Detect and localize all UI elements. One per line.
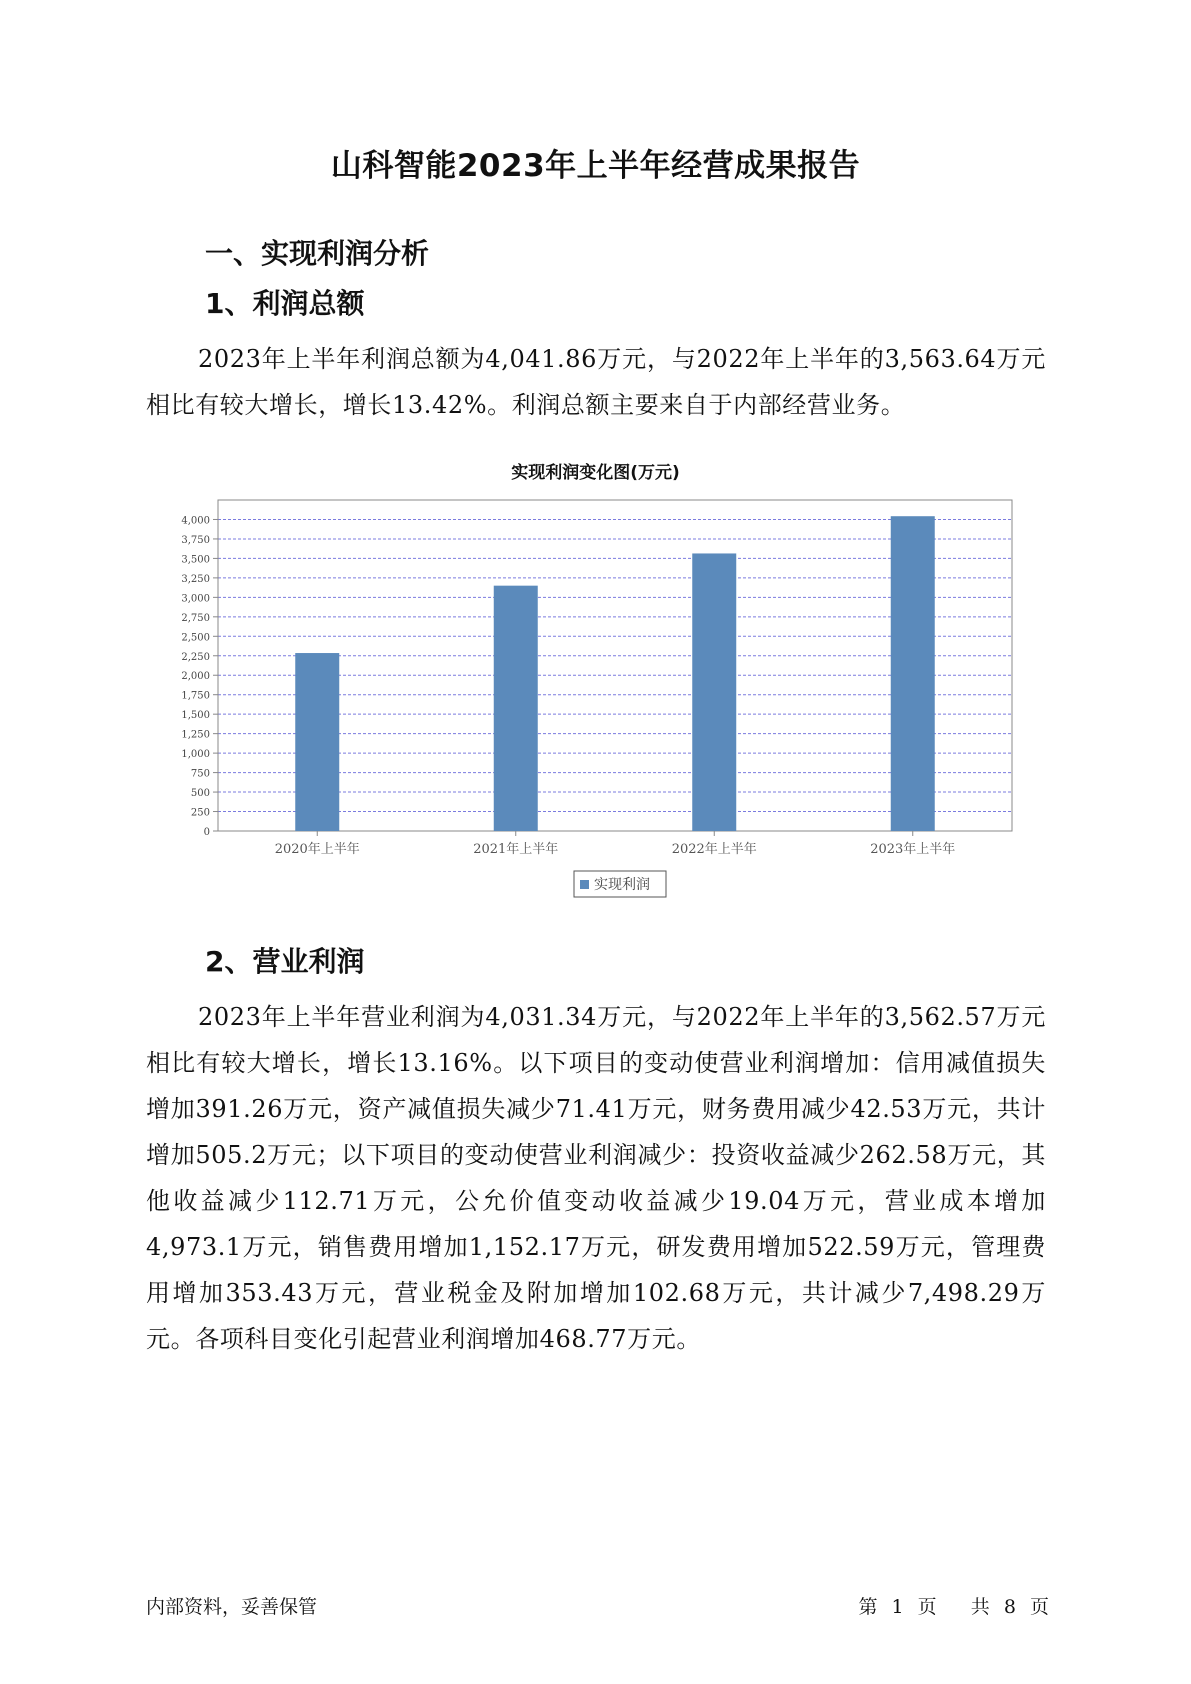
total-profit-paragraph: 2023年上半年利润总额为4,041.86万元，与2022年上半年的3,563.64万元相比有较大增长，增长13.42%。利润总额主要来自于内部经营业务。: [146, 345, 1046, 419]
total-prefix: 共: [970, 1596, 990, 1618]
x-tick-label: 2022年上半年: [671, 842, 757, 857]
page-indicator: [856, 1592, 1051, 1619]
chart-title: 实现利润变化图(万元): [511, 463, 680, 483]
x-tick-label: 2023年上半年: [870, 842, 956, 857]
y-tick-label: 1,000: [181, 749, 210, 761]
y-tick-label: 3,000: [181, 593, 210, 605]
page-unit: 页: [917, 1596, 937, 1618]
bar: [692, 553, 736, 831]
y-tick-label: 2,750: [181, 612, 210, 624]
y-tick-label: 2,500: [181, 632, 210, 644]
y-tick-label: 1,750: [181, 690, 210, 702]
legend-swatch: [580, 880, 589, 889]
y-tick-label: 3,500: [181, 554, 210, 566]
total-pages: 8: [1003, 1596, 1016, 1618]
bar: [295, 653, 339, 831]
y-tick-label: 2,250: [181, 651, 210, 663]
y-tick-label: 1,500: [181, 710, 210, 722]
profit-bar-chart: [140, 490, 1040, 910]
operating-profit-paragraph: 2023年上半年营业利润为4,031.34万元，与2022年上半年的3,562.57万元相比有较大增长，增长13.16%。以下项目的变动使营业利润增加：信用减值损失增加391.26万元，资产减值损失减少71.41万元，财务费用减少42.53万元，共计增加505.2万元；以下项目的变动使营业利润减少：投资收益减少262.58万元，其他收益减少112.71万元，公允价值变动收益减少19.04万元，营业成本增加4,973.1万元，销售费用增加1,152.17万元，研发费用增加522.59万元，管理费用增加353.43万元，营业税金及附加增加102.68万元，共计减少7,498.29万元。各项科目变化引起营业利润增加468.77万元。: [146, 1003, 1046, 1353]
y-tick-label: 500: [190, 788, 210, 800]
page-prefix: 第: [858, 1596, 878, 1618]
bar: [494, 586, 538, 831]
y-tick-label: 0: [203, 827, 210, 838]
y-tick-label: 2,000: [181, 671, 210, 683]
report-title: 山科智能2023年上半年经营成果报告: [330, 148, 861, 184]
x-tick-label: 2021年上半年: [473, 842, 559, 857]
page-number: 1: [891, 1596, 904, 1618]
bar: [891, 516, 935, 831]
y-tick-label: 750: [190, 768, 210, 780]
subsection-heading-operating-profit: 2、营业利润: [205, 945, 365, 978]
y-tick-label: 1,250: [181, 729, 210, 741]
section-heading-profit-analysis: 一、实现利润分析: [205, 237, 430, 270]
y-tick-label: 3,250: [181, 573, 210, 585]
y-tick-label: 250: [190, 807, 210, 819]
legend-label: 实现利润: [594, 877, 650, 893]
y-tick-label: 3,750: [181, 534, 210, 546]
confidential-notice: 内部资料，妥善保管: [146, 1596, 318, 1618]
subsection-heading-total-profit: 1、利润总额: [205, 287, 365, 320]
y-tick-label: 4,000: [181, 515, 210, 527]
total-unit: 页: [1029, 1596, 1049, 1618]
x-tick-label: 2020年上半年: [274, 842, 360, 857]
